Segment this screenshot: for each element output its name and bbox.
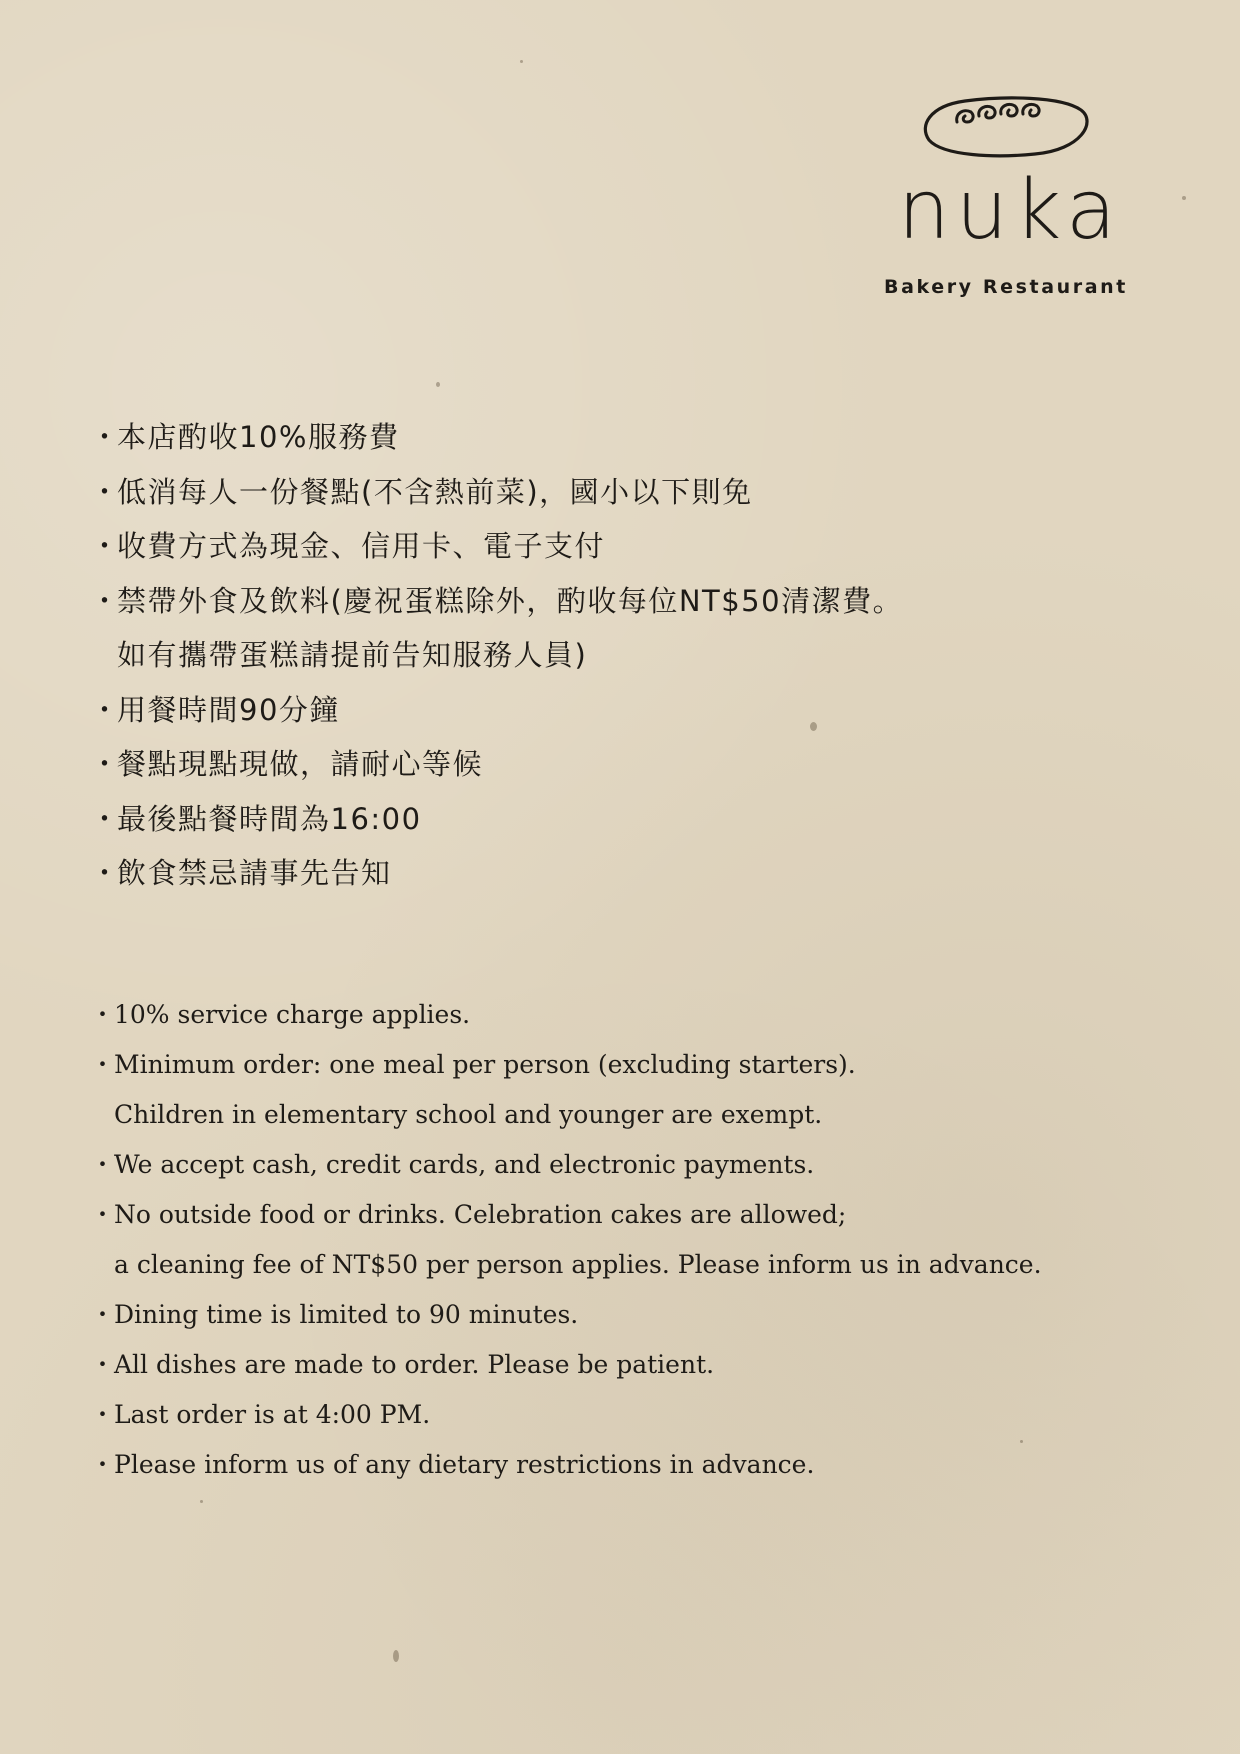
notice-item — [90, 737, 1170, 792]
paper-speck — [436, 382, 440, 387]
notice-text: 本店酌收10%服務費 — [117, 420, 400, 454]
notice-text: Minimum order: one meal per person (excluding starters). — [114, 1050, 856, 1079]
notice-item — [90, 1390, 1170, 1440]
bullet: ・ — [90, 1400, 116, 1429]
notice-text: Last order is at 4:00 PM. — [114, 1400, 431, 1429]
notice-item-continued — [90, 1240, 1170, 1290]
notice-item-continued — [90, 1090, 1170, 1140]
bullet: ・ — [90, 529, 121, 563]
notice-text: No outside food or drinks. Celebration cakes are allowed; — [114, 1200, 847, 1229]
bullet: ・ — [90, 420, 121, 454]
bullet: ・ — [90, 1000, 116, 1029]
notice-item — [90, 574, 1170, 629]
notice-text: 10% service charge applies. — [114, 1000, 471, 1029]
notice-text: Children in elementary school and younger are exempt. — [114, 1100, 823, 1129]
notice-text: Dining time is limited to 90 minutes. — [114, 1300, 579, 1329]
notice-item — [90, 465, 1170, 520]
notice-text: a cleaning fee of NT$50 per person applies. Please inform us in advance. — [114, 1250, 1042, 1279]
notice-item-continued — [90, 628, 1170, 683]
notice-item — [90, 519, 1170, 574]
brand-logo — [860, 92, 1160, 302]
notice-text: 低消每人一份餐點(不含熱前菜)，國小以下則免 — [117, 474, 753, 509]
notice-text: All dishes are made to order. Please be patient. — [114, 1350, 715, 1379]
bullet: ・ — [90, 474, 121, 509]
bullet: ・ — [90, 747, 121, 781]
bullet: ・ — [90, 1300, 116, 1329]
brand-tagline: Bakery Restaurant — [884, 276, 1128, 298]
notice-text: 禁帶外食及飲料(慶祝蛋糕除外，酌收每位NT$50清潔費。 — [117, 583, 904, 618]
notice-item — [90, 1140, 1170, 1190]
notice-text: 最後點餐時間為16:00 — [117, 801, 422, 836]
notice-item — [90, 846, 1170, 901]
notice-item — [90, 410, 1170, 465]
bullet: ・ — [90, 1200, 116, 1229]
bread-icon — [915, 92, 1095, 162]
paper-speck — [1182, 196, 1186, 200]
notice-text: 收費方式為現金、信用卡、電子支付 — [117, 529, 606, 563]
paper-speck — [393, 1650, 399, 1662]
bullet: ・ — [90, 1350, 116, 1379]
notice-item — [90, 1440, 1170, 1490]
notices-chinese — [90, 410, 1170, 901]
notices-english — [90, 990, 1170, 1490]
notice-item — [90, 1040, 1170, 1090]
notice-item — [90, 792, 1170, 847]
bullet: ・ — [90, 856, 121, 890]
notice-text: 餐點現點現做，請耐心等候 — [117, 747, 484, 781]
bullet: ・ — [90, 583, 121, 618]
notice-text: 飲食禁忌請事先告知 — [117, 856, 392, 890]
bullet: ・ — [90, 692, 121, 727]
paper-speck — [520, 60, 523, 63]
bullet: ・ — [90, 801, 121, 836]
bullet: ・ — [90, 1450, 116, 1479]
notice-text: 如有攜帶蛋糕請提前告知服務人員) — [117, 638, 588, 672]
bullet: ・ — [90, 1050, 116, 1079]
notice-text: 用餐時間90分鐘 — [117, 692, 340, 727]
notice-item — [90, 1190, 1170, 1240]
paper-speck — [200, 1500, 203, 1503]
notice-text: Please inform us of any dietary restrictions in advance. — [114, 1450, 815, 1479]
notice-item — [90, 683, 1170, 738]
notice-item — [90, 1340, 1170, 1390]
brand-name: nuka — [897, 163, 1123, 258]
notice-text: We accept cash, credit cards, and electronic payments. — [114, 1150, 815, 1179]
bullet: ・ — [90, 1150, 116, 1179]
notice-item — [90, 990, 1170, 1040]
notice-item — [90, 1290, 1170, 1340]
